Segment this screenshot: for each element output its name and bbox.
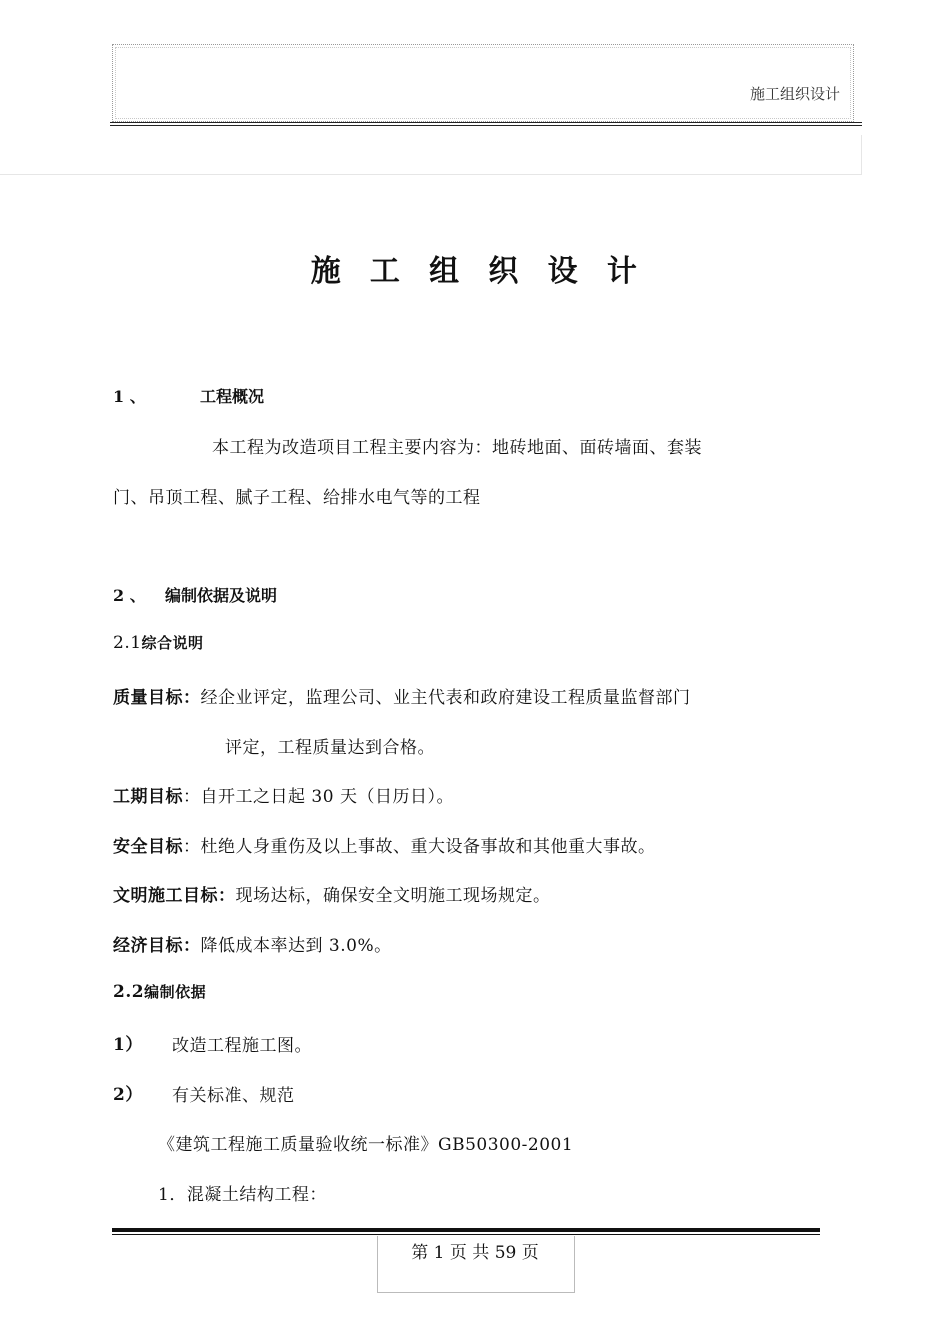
subsection-2-1 <box>113 632 204 653</box>
header-frame-inner <box>115 47 851 119</box>
running-title: 施工组织设计 <box>749 85 840 103</box>
schedule-goal-label: 工期目标 <box>113 787 183 807</box>
section-2-number: 2 、 <box>113 586 146 605</box>
economy-goal-label: 经济目标： <box>113 936 201 956</box>
schedule-goal <box>113 782 454 807</box>
subsection-2-2-number: 2.2 <box>113 982 145 1002</box>
safety-goal-label: 安全目标 <box>113 837 183 857</box>
section-1-paragraph-line-2: 门、吊顶工程、腻子工程、给排水电气等的工程 <box>113 488 481 508</box>
subsection-2-2 <box>113 981 206 1002</box>
economy-goal <box>113 931 392 956</box>
concrete-structure-item: 1．混凝土结构工程： <box>158 1185 327 1205</box>
section-1-number: 1 、 <box>113 387 146 406</box>
section-2-heading: 编制依据及说明 <box>165 586 278 605</box>
basis-item-1-number: 1） <box>113 1035 143 1055</box>
civil-construction-goal <box>113 881 551 906</box>
subsection-2-1-number: 2.1 <box>113 633 142 653</box>
civil-construction-goal-text: 现场达标，确保安全文明施工现场规定。 <box>235 886 551 906</box>
schedule-goal-text: ：自开工之日起 30 天（日历日）。 <box>183 787 454 807</box>
header-corner-mark <box>861 135 862 175</box>
basis-item-1-text: 改造工程施工图。 <box>172 1036 312 1056</box>
quality-goal-text: 经企业评定，监理公司、业主代表和政府建设工程质量监督部门 <box>200 688 691 708</box>
basis-item-2-text: 有关标准、规范 <box>172 1086 295 1106</box>
header-divider <box>0 174 862 175</box>
subsection-2-2-heading: 编制依据 <box>144 983 207 1001</box>
header-rule-secondary <box>110 125 862 126</box>
quality-goal-continued: 评定，工程质量达到合格。 <box>225 738 435 758</box>
subsection-2-1-heading: 综合说明 <box>141 634 204 652</box>
quality-goal <box>113 683 691 708</box>
safety-goal <box>113 832 656 857</box>
economy-goal-text: 降低成本率达到 3.0%。 <box>200 936 392 956</box>
section-1-heading: 工程概况 <box>200 387 265 406</box>
quality-goal-label: 质量目标： <box>113 688 201 708</box>
footer-rule-secondary <box>112 1234 820 1235</box>
civil-construction-goal-label: 文明施工目标： <box>113 886 236 906</box>
footer-rule <box>112 1228 820 1232</box>
section-1-paragraph-line-1: 本工程为改造项目工程主要内容为：地砖地面、面砖墙面、套装 <box>212 438 702 458</box>
document-title: 施 工 组 织 设 计 <box>310 254 640 289</box>
standard-reference: 《建筑工程施工质量验收统一标准》GB50300-2001 <box>158 1135 574 1155</box>
basis-item-2-number: 2） <box>113 1085 143 1105</box>
header-rule <box>110 122 862 123</box>
safety-goal-text: ：杜绝人身重伤及以上事故、重大设备事故和其他重大事故。 <box>183 837 656 857</box>
page-number: 第 1 页 共 59 页 <box>411 1243 539 1263</box>
